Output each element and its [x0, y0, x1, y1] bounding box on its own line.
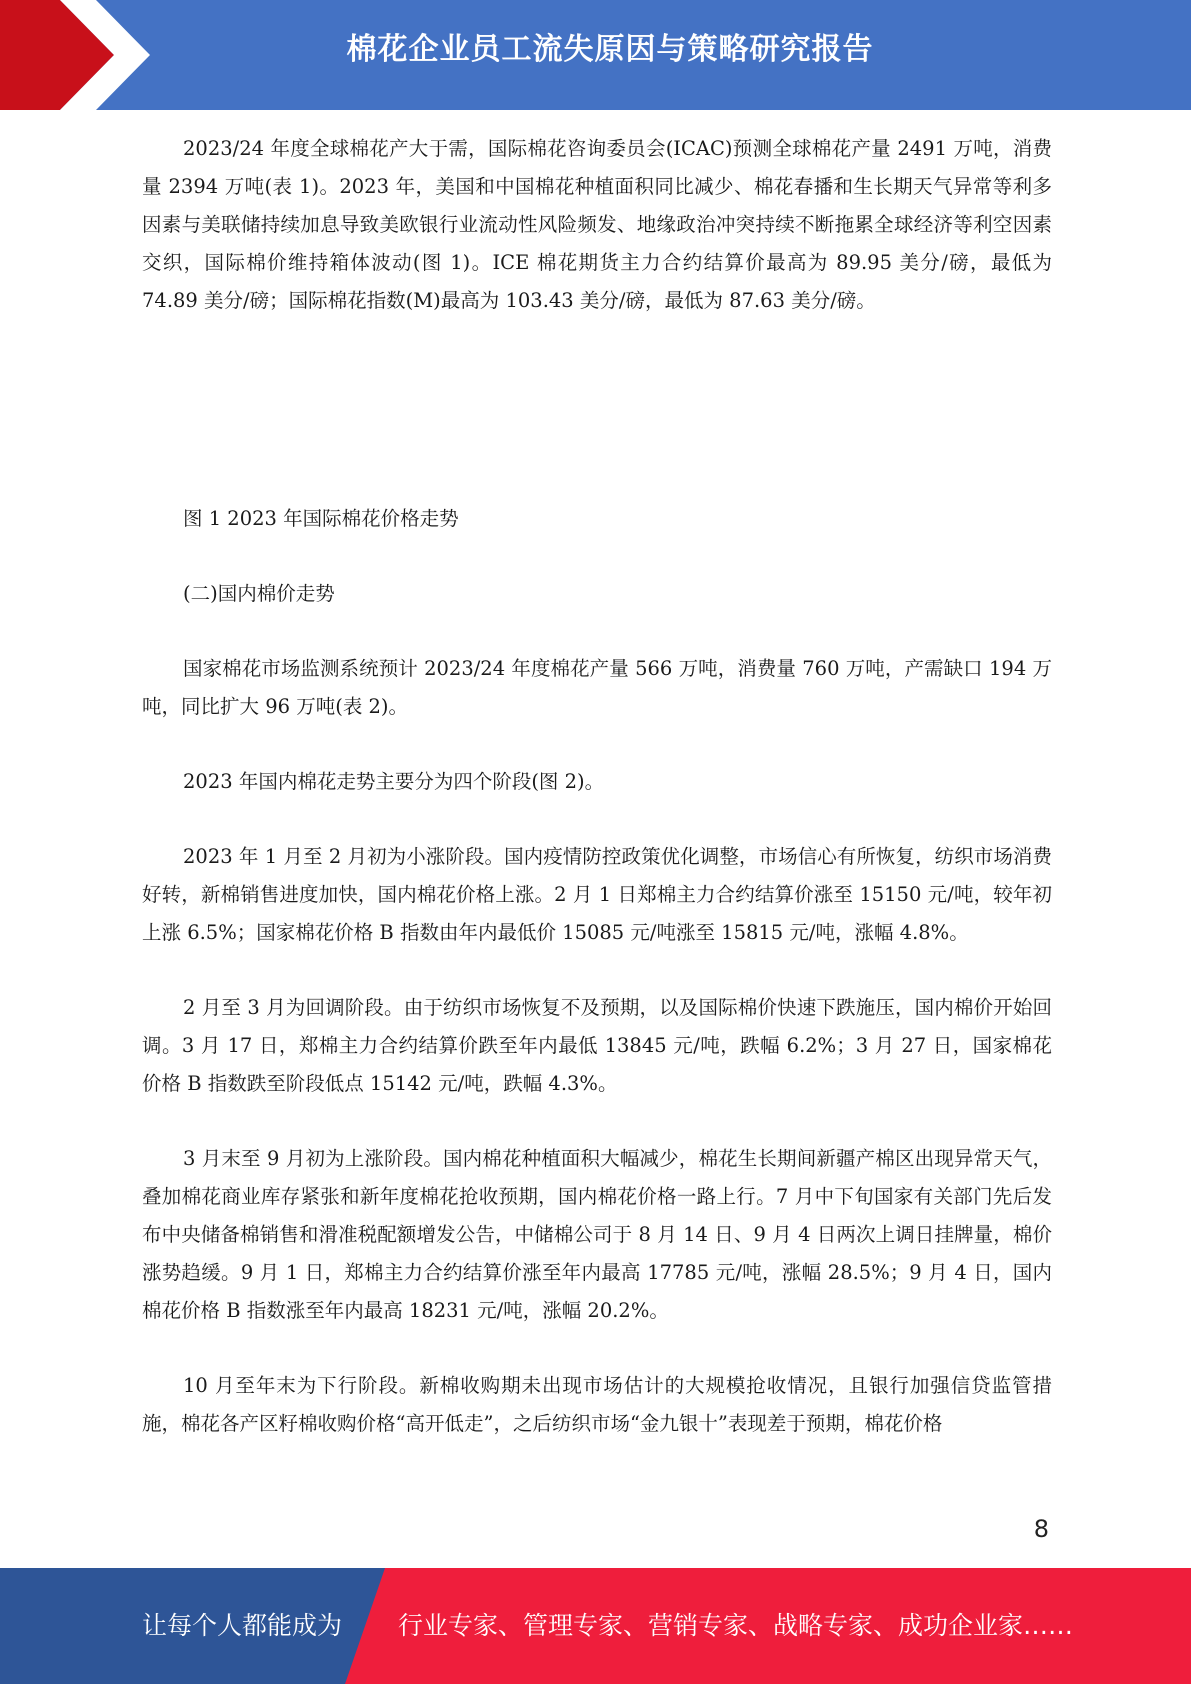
header-banner	[0, 0, 1191, 110]
document-body	[142, 130, 1052, 1443]
footer-slogan-right: 行业专家、管理专家、营销专家、战略专家、成功企业家……	[398, 1611, 1074, 1640]
report-title: 棉花企业员工流失原因与策略研究报告	[346, 32, 874, 67]
figure-caption: 图 1 2023 年国际棉花价格走势	[183, 507, 459, 530]
paragraph-four-stages: 2023 年国内棉花走势主要分为四个阶段(图 2)。	[183, 770, 605, 793]
footer-banner	[0, 1568, 1191, 1684]
page-number: 8	[1033, 1515, 1049, 1543]
section-heading-domestic: (二)国内棉价走势	[183, 582, 335, 605]
paragraph-global-cotton: 2023/24 年度全球棉花产大于需，国际棉花咨询委员会(ICAC)预测全球棉花产量 2491 万吨，消费量 2394 万吨(表 1)。2023 年，美国和中国棉花种植面积同比减少、棉花春播和生长期天气异常等利多因素与美联储持续加息导致美欧银行业流动性风险频发、地缘政治冲突持续不断拖累全球经济等利空因素交织，国际棉价维持箱体波动(图 1)。ICE 棉花期货主力合约结算价最高为 89.95 美分/磅，最低为 74.89 美分/磅；国际棉花指数(M)最高为 103.43 美分/磅，最低为 87.63 美分/磅。	[142, 137, 1052, 312]
paragraph-stage-4: 10 月至年末为下行阶段。新棉收购期未出现市场估计的大规模抢收情况，且银行加强信贷监管措施，棉花各产区籽棉收购价格“高开低走”，之后纺织市场“金九银十”表现差于预期，棉花价格	[142, 1374, 1052, 1435]
paragraph-stage-1: 2023 年 1 月至 2 月初为小涨阶段。国内疫情防控政策优化调整，市场信心有所恢复，纺织市场消费好转，新棉销售进度加快，国内棉花价格上涨。2 月 1 日郑棉主力合约结算价涨至 15150 元/吨，较年初上涨 6.5%；国家棉花价格 B 指数由年内最低价 15085 元/吨涨至 15815 元/吨，涨幅 4.8%。	[142, 845, 1052, 944]
paragraph-stage-3: 3 月末至 9 月初为上涨阶段。国内棉花种植面积大幅减少，棉花生长期间新疆产棉区出现异常天气，叠加棉花商业库存紧张和新年度棉花抢收预期，国内棉花价格一路上行。7 月中下旬国家有关部门先后发布中央储备棉销售和滑准税配额增发公告，中储棉公司于 8 月 14 日、9 月 4 日两次上调日挂牌量，棉价涨势趋缓。9 月 1 日，郑棉主力合约结算价涨至年内最高 17785 元/吨，涨幅 28.5%；9 月 4 日，国内棉花价格 B 指数涨至年内最高 18231 元/吨，涨幅 20.2%。	[142, 1147, 1052, 1322]
paragraph-domestic-supply: 国家棉花市场监测系统预计 2023/24 年度棉花产量 566 万吨，消费量 760 万吨，产需缺口 194 万吨，同比扩大 96 万吨(表 2)。	[142, 657, 1052, 718]
paragraph-stage-2: 2 月至 3 月为回调阶段。由于纺织市场恢复不及预期，以及国际棉价快速下跌施压，国内棉价开始回调。3 月 17 日，郑棉主力合约结算价跌至年内最低 13845 元/吨，跌幅 6.2%；3 月 27 日，国家棉花价格 B 指数跌至阶段低点 15142 元/吨，跌幅 4.3%。	[142, 996, 1052, 1095]
footer-slogan-left: 让每个人都能成为	[142, 1611, 343, 1640]
